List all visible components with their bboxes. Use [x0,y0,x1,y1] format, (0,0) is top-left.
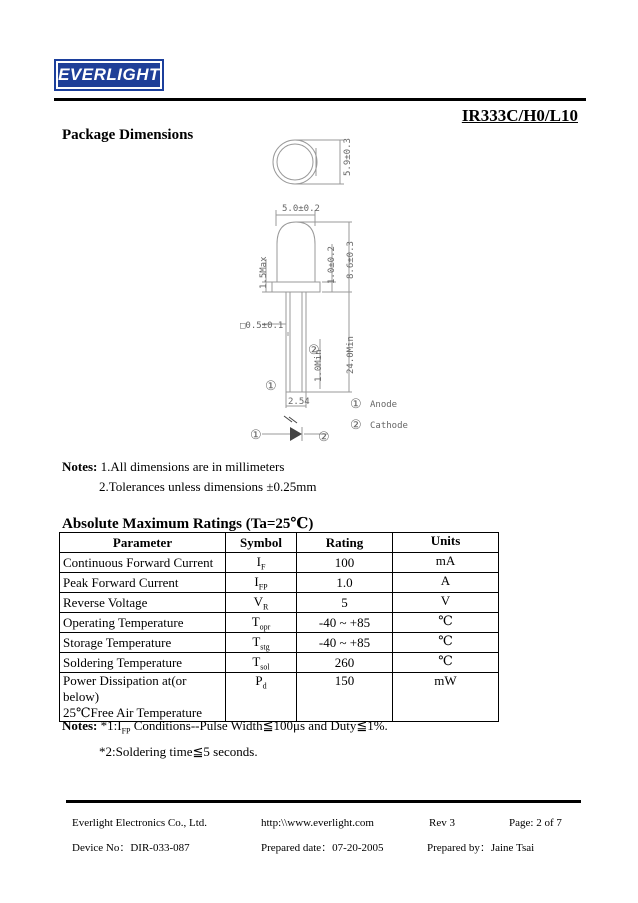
footer-page: Page: 2 of 7 [509,817,562,829]
cell-symbol: $V_R$ [226,593,297,613]
cell-symbol: $T_{sol}$ [226,653,297,673]
cell-rating: -40 ~ +85 [297,633,393,653]
cell-rating: 150 [297,673,393,722]
ratings-table [59,532,499,722]
header-parameter: Parameter [60,533,226,553]
note-line-2: 2.Tolerances unless dimensions ±0.25mm [99,479,317,494]
dim-lead: □0.5±0.1 [240,321,284,331]
pin-1-marker: ① [265,379,277,394]
table-row [60,573,499,593]
cell-unit: ℃ [393,613,499,633]
dim-lead-length: 24.0Min [346,336,356,374]
dimension-notes [62,457,316,497]
table-header-row [60,533,499,553]
cell-rating: -40 ~ +85 [297,613,393,633]
table-note-1a: *1:I [97,718,122,733]
legend-cathode: Cathode [370,421,408,431]
cell-rating: 5 [297,593,393,613]
cell-unit: ℃ [393,653,499,673]
footer-divider [66,800,581,803]
table-notes [62,716,388,762]
dim-flange: 1.0±0.2 [327,246,337,284]
cell-symbol: $I_F$ [226,553,297,573]
cell-param [60,673,226,722]
abs-ratings-title: Absolute Maximum Ratings (Ta=25℃) [62,516,314,532]
cell-param: Soldering Temperature [60,653,226,673]
logo-text: EVERLIGHT [58,63,160,87]
cell-symbol: $I_{FP}$ [226,573,297,593]
cell-symbol: $T_{opr}$ [226,613,297,633]
cell-param: Operating Temperature [60,613,226,633]
cell-param: Reverse Voltage [60,593,226,613]
cell-unit: A [393,573,499,593]
legend-num-2: ② [350,418,362,433]
footer-company: Everlight Electronics Co., Ltd. [72,817,208,829]
cell-unit: V [393,593,499,613]
header-symbol: Symbol [226,533,297,553]
dim-body-width: 5.0±0.2 [282,204,320,214]
cell-unit: mA [393,553,499,573]
footer-prepared-by: Prepared by：Jaine Tsai [427,842,535,854]
note-line-1: 1.All dimensions are in millimeters [97,459,285,474]
legend-anode: Anode [370,400,398,410]
table-row [60,553,499,573]
cell-param-line-2: 25℃Free Air Temperature [63,705,203,720]
cell-unit: ℃ [393,633,499,653]
cell-param: Continuous Forward Current [60,553,226,573]
table-note-1-sub: FP [121,726,131,736]
cell-param-line-1: Power Dissipation at(or below) [63,673,187,704]
table-notes-label: Notes: [62,718,98,733]
dim-top-diameter: 5.9±0.3 [343,138,353,176]
cell-rating: 100 [297,553,393,573]
cell-rating: 1.0 [297,573,393,593]
cell-unit: mW [393,673,499,722]
pin-2-marker: ② [308,343,320,358]
symbol-num-2: ② [318,430,330,445]
table-row [60,613,499,633]
dim-max: 1.5Max [259,256,269,289]
cell-rating: 260 [297,653,393,673]
part-number: IR333C/H0/L10 [461,106,578,125]
table-row [60,593,499,613]
symbol-num-1: ① [250,428,262,443]
header-units: Units [393,533,499,553]
cell-param: Storage Temperature [60,633,226,653]
legend-num-1: ① [350,397,362,412]
table-note-1b: Conditions--Pulse Width≦100μs and Duty≦1%. [130,718,388,733]
footer-rev: Rev 3 [429,817,455,829]
cell-symbol: $P_d$ [226,673,297,722]
everlight-logo [54,59,164,91]
table-note-2: *2:Soldering time≦5 seconds. [99,743,258,759]
notes-label: Notes: [62,459,98,474]
footer-prepared-date: Prepared date：07-20-2005 [261,842,384,854]
dim-lead-min: 1.0Min [314,349,324,382]
header-divider [54,98,586,101]
package-drawing [232,134,422,450]
table-row [60,633,499,653]
cell-symbol: $T_{stg}$ [226,633,297,653]
footer-url: http:\\www.everlight.com [261,817,374,829]
dim-pitch: 2.54 [288,397,310,407]
table-row [60,653,499,673]
cell-param: Peak Forward Current [60,573,226,593]
header-rating: Rating [297,533,393,553]
dim-height: 8.6±0.3 [346,241,356,279]
footer-device: Device No：DIR-033-087 [72,842,190,854]
table-row [60,673,499,722]
package-dimensions-title: Package Dimensions [62,127,194,143]
